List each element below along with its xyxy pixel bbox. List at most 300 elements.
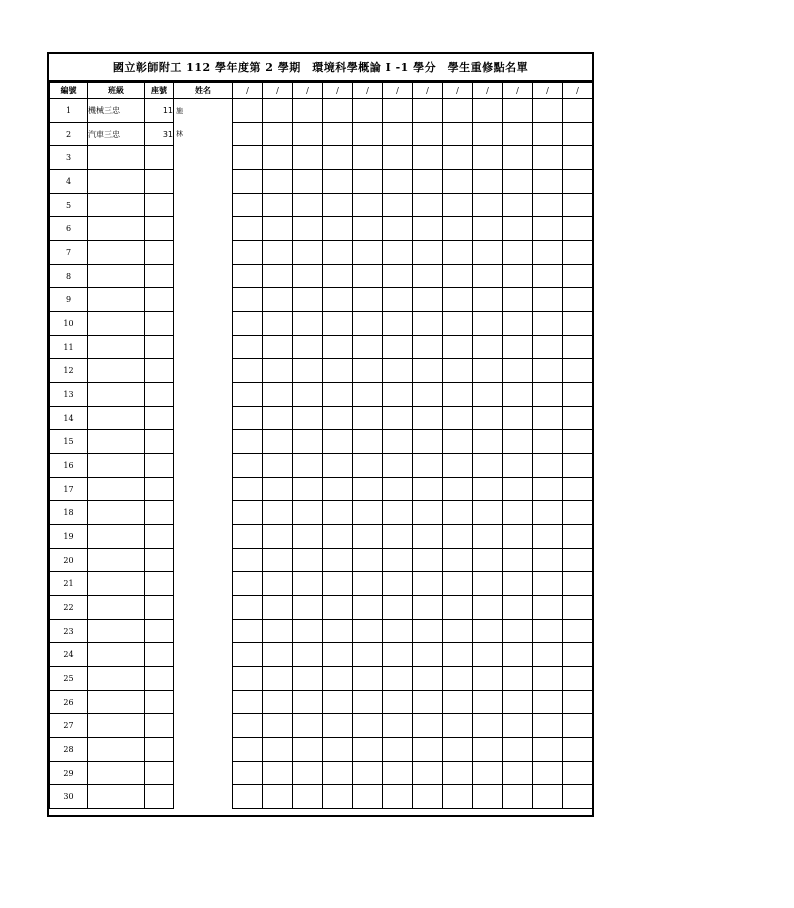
attendance-cell xyxy=(533,430,563,454)
name-cell xyxy=(174,430,233,454)
attendance-cell xyxy=(353,430,383,454)
attendance-cell xyxy=(383,217,413,241)
table-row xyxy=(50,619,593,643)
attendance-cell xyxy=(233,525,263,549)
attendance-cell xyxy=(233,430,263,454)
attendance-cell xyxy=(503,430,533,454)
attendance-cell xyxy=(443,99,473,123)
date-header-cell: / xyxy=(383,83,413,99)
attendance-cell xyxy=(293,525,323,549)
attendance-cell xyxy=(263,572,293,596)
attendance-cell xyxy=(323,122,353,146)
attendance-cell xyxy=(563,477,593,501)
attendance-cell xyxy=(443,454,473,478)
row-number: 29 xyxy=(50,761,88,785)
attendance-cell xyxy=(503,619,533,643)
attendance-cell xyxy=(293,193,323,217)
attendance-cell xyxy=(503,99,533,123)
seat-cell xyxy=(145,264,174,288)
attendance-cell xyxy=(563,264,593,288)
name-cell xyxy=(174,241,233,265)
attendance-cell xyxy=(563,667,593,691)
attendance-cell xyxy=(503,241,533,265)
attendance-cell xyxy=(323,383,353,407)
attendance-cell xyxy=(233,383,263,407)
attendance-cell xyxy=(233,572,263,596)
attendance-cell xyxy=(473,714,503,738)
attendance-cell xyxy=(503,383,533,407)
class-cell xyxy=(88,667,145,691)
table-row xyxy=(50,430,593,454)
attendance-cell xyxy=(443,430,473,454)
attendance-cell xyxy=(353,122,383,146)
attendance-cell xyxy=(563,359,593,383)
attendance-cell xyxy=(293,714,323,738)
seat-cell xyxy=(145,430,174,454)
attendance-cell xyxy=(533,146,563,170)
table-row xyxy=(50,690,593,714)
attendance-cell xyxy=(323,430,353,454)
seat-cell xyxy=(145,241,174,265)
attendance-cell xyxy=(413,596,443,620)
table-row xyxy=(50,501,593,525)
attendance-cell xyxy=(233,264,263,288)
attendance-cell xyxy=(233,170,263,194)
name-cell xyxy=(174,548,233,572)
attendance-cell xyxy=(263,170,293,194)
attendance-cell xyxy=(263,454,293,478)
attendance-cell xyxy=(533,738,563,762)
class-cell: 機械三忠 xyxy=(88,99,145,123)
attendance-cell xyxy=(353,264,383,288)
row-number: 23 xyxy=(50,619,88,643)
attendance-cell xyxy=(323,690,353,714)
attendance-cell xyxy=(473,406,503,430)
name-cell xyxy=(174,785,233,809)
attendance-cell xyxy=(413,690,443,714)
attendance-cell xyxy=(413,785,443,809)
attendance-cell xyxy=(503,406,533,430)
attendance-cell xyxy=(503,714,533,738)
attendance-cell xyxy=(293,335,323,359)
attendance-cell xyxy=(293,596,323,620)
attendance-cell xyxy=(533,477,563,501)
attendance-cell xyxy=(443,714,473,738)
attendance-cell xyxy=(503,217,533,241)
date-header-cell: / xyxy=(293,83,323,99)
attendance-cell xyxy=(383,667,413,691)
attendance-cell xyxy=(383,99,413,123)
row-number: 6 xyxy=(50,217,88,241)
attendance-cell xyxy=(533,667,563,691)
seat-cell xyxy=(145,572,174,596)
table-row xyxy=(50,406,593,430)
attendance-cell xyxy=(473,596,503,620)
attendance-cell xyxy=(293,738,323,762)
attendance-cell xyxy=(533,454,563,478)
attendance-cell xyxy=(233,596,263,620)
name-cell xyxy=(174,714,233,738)
class-cell xyxy=(88,217,145,241)
class-cell xyxy=(88,596,145,620)
attendance-cell xyxy=(413,217,443,241)
attendance-cell xyxy=(413,170,443,194)
class-cell xyxy=(88,477,145,501)
roster-table xyxy=(49,82,593,809)
attendance-cell xyxy=(413,383,443,407)
row-number: 19 xyxy=(50,525,88,549)
attendance-cell xyxy=(563,761,593,785)
row-number: 13 xyxy=(50,383,88,407)
attendance-cell xyxy=(443,383,473,407)
attendance-cell xyxy=(533,170,563,194)
header-seat: 座號 xyxy=(145,83,174,99)
attendance-cell xyxy=(473,359,503,383)
attendance-cell xyxy=(353,146,383,170)
attendance-cell xyxy=(473,241,503,265)
name-cell xyxy=(174,383,233,407)
attendance-cell xyxy=(323,217,353,241)
row-number: 11 xyxy=(50,335,88,359)
attendance-cell xyxy=(533,572,563,596)
attendance-cell xyxy=(263,122,293,146)
attendance-cell xyxy=(323,643,353,667)
attendance-cell xyxy=(323,477,353,501)
attendance-cell xyxy=(503,170,533,194)
table-row xyxy=(50,761,593,785)
student-name: 林 xyxy=(176,130,183,138)
attendance-cell xyxy=(293,690,323,714)
attendance-cell xyxy=(443,596,473,620)
attendance-cell xyxy=(533,690,563,714)
attendance-cell xyxy=(353,217,383,241)
attendance-cell xyxy=(413,99,443,123)
attendance-cell xyxy=(563,288,593,312)
attendance-cell xyxy=(473,667,503,691)
attendance-cell xyxy=(293,312,323,336)
attendance-cell xyxy=(533,761,563,785)
attendance-cell xyxy=(353,454,383,478)
table-row xyxy=(50,383,593,407)
attendance-cell xyxy=(533,406,563,430)
attendance-cell xyxy=(503,454,533,478)
seat-cell xyxy=(145,596,174,620)
date-header-cell: / xyxy=(443,83,473,99)
attendance-cell xyxy=(263,335,293,359)
table-row xyxy=(50,738,593,762)
attendance-cell xyxy=(293,454,323,478)
attendance-cell xyxy=(383,738,413,762)
seat-cell xyxy=(145,761,174,785)
attendance-cell xyxy=(563,241,593,265)
attendance-cell xyxy=(443,335,473,359)
attendance-cell xyxy=(293,122,323,146)
attendance-cell xyxy=(383,501,413,525)
attendance-cell xyxy=(233,406,263,430)
attendance-cell xyxy=(503,122,533,146)
row-number: 20 xyxy=(50,548,88,572)
attendance-cell xyxy=(383,193,413,217)
attendance-cell xyxy=(353,241,383,265)
attendance-cell xyxy=(443,264,473,288)
attendance-cell xyxy=(413,264,443,288)
class-cell: 汽車三忠 xyxy=(88,122,145,146)
name-cell xyxy=(174,122,233,146)
attendance-cell xyxy=(443,785,473,809)
seat-cell xyxy=(145,312,174,336)
name-cell xyxy=(174,477,233,501)
attendance-cell xyxy=(353,548,383,572)
attendance-cell xyxy=(323,454,353,478)
attendance-cell xyxy=(353,619,383,643)
attendance-cell xyxy=(383,785,413,809)
date-header-cell: / xyxy=(413,83,443,99)
attendance-cell xyxy=(533,501,563,525)
attendance-cell xyxy=(383,572,413,596)
attendance-cell xyxy=(263,619,293,643)
attendance-cell xyxy=(233,146,263,170)
attendance-cell xyxy=(413,667,443,691)
class-cell xyxy=(88,170,145,194)
attendance-cell xyxy=(533,525,563,549)
table-row xyxy=(50,122,593,146)
attendance-cell xyxy=(323,312,353,336)
table-row xyxy=(50,99,593,123)
attendance-cell xyxy=(473,335,503,359)
name-cell xyxy=(174,738,233,762)
table-row xyxy=(50,264,593,288)
attendance-cell xyxy=(323,738,353,762)
attendance-cell xyxy=(443,477,473,501)
attendance-cell xyxy=(323,548,353,572)
table-row xyxy=(50,359,593,383)
attendance-cell xyxy=(323,406,353,430)
attendance-cell xyxy=(233,288,263,312)
attendance-cell xyxy=(293,572,323,596)
seat-cell xyxy=(145,548,174,572)
attendance-cell xyxy=(443,217,473,241)
attendance-cell xyxy=(563,619,593,643)
attendance-cell xyxy=(323,596,353,620)
row-number: 1 xyxy=(50,99,88,123)
name-cell xyxy=(174,288,233,312)
attendance-cell xyxy=(473,501,503,525)
attendance-cell xyxy=(293,501,323,525)
attendance-cell xyxy=(323,288,353,312)
attendance-cell xyxy=(473,525,503,549)
seat-cell xyxy=(145,619,174,643)
attendance-cell xyxy=(353,643,383,667)
attendance-cell xyxy=(503,548,533,572)
attendance-cell xyxy=(293,430,323,454)
seat-cell xyxy=(145,525,174,549)
attendance-cell xyxy=(323,785,353,809)
attendance-cell xyxy=(383,690,413,714)
attendance-cell xyxy=(413,619,443,643)
row-number: 14 xyxy=(50,406,88,430)
name-cell xyxy=(174,690,233,714)
class-cell xyxy=(88,785,145,809)
attendance-cell xyxy=(233,690,263,714)
attendance-cell xyxy=(353,312,383,336)
attendance-cell xyxy=(263,193,293,217)
attendance-cell xyxy=(563,643,593,667)
attendance-cell xyxy=(443,761,473,785)
attendance-cell xyxy=(353,738,383,762)
attendance-cell xyxy=(263,99,293,123)
attendance-cell xyxy=(233,217,263,241)
attendance-cell xyxy=(353,99,383,123)
attendance-cell xyxy=(263,383,293,407)
class-cell xyxy=(88,383,145,407)
table-row xyxy=(50,335,593,359)
name-cell xyxy=(174,406,233,430)
attendance-cell xyxy=(503,193,533,217)
attendance-cell xyxy=(263,761,293,785)
attendance-cell xyxy=(413,525,443,549)
attendance-cell xyxy=(323,264,353,288)
seat-cell xyxy=(145,714,174,738)
class-cell xyxy=(88,359,145,383)
attendance-cell xyxy=(563,572,593,596)
row-number: 15 xyxy=(50,430,88,454)
attendance-cell xyxy=(503,596,533,620)
attendance-cell xyxy=(563,690,593,714)
attendance-cell xyxy=(323,761,353,785)
attendance-cell xyxy=(563,596,593,620)
attendance-cell xyxy=(503,643,533,667)
student-name: 施 xyxy=(176,106,183,115)
attendance-cell xyxy=(293,406,323,430)
attendance-cell xyxy=(323,359,353,383)
attendance-cell xyxy=(383,241,413,265)
attendance-cell xyxy=(563,454,593,478)
class-cell xyxy=(88,761,145,785)
attendance-cell xyxy=(473,122,503,146)
name-cell xyxy=(174,572,233,596)
attendance-cell xyxy=(443,406,473,430)
row-number: 16 xyxy=(50,454,88,478)
attendance-cell xyxy=(473,548,503,572)
attendance-cell xyxy=(503,525,533,549)
attendance-cell xyxy=(473,383,503,407)
table-row xyxy=(50,193,593,217)
attendance-cell xyxy=(563,406,593,430)
attendance-cell xyxy=(533,264,563,288)
table-row xyxy=(50,548,593,572)
seat-cell xyxy=(145,690,174,714)
seat-cell xyxy=(145,643,174,667)
attendance-cell xyxy=(563,193,593,217)
attendance-cell xyxy=(323,619,353,643)
attendance-cell xyxy=(233,359,263,383)
attendance-cell xyxy=(233,312,263,336)
table-row xyxy=(50,714,593,738)
attendance-cell xyxy=(503,785,533,809)
attendance-cell xyxy=(413,146,443,170)
attendance-cell xyxy=(473,477,503,501)
header-number: 編號 xyxy=(50,83,88,99)
attendance-cell xyxy=(443,288,473,312)
attendance-cell xyxy=(353,406,383,430)
table-row xyxy=(50,667,593,691)
row-number: 28 xyxy=(50,738,88,762)
attendance-cell xyxy=(293,217,323,241)
attendance-cell xyxy=(263,548,293,572)
attendance-cell xyxy=(383,596,413,620)
attendance-cell xyxy=(443,193,473,217)
attendance-cell xyxy=(443,241,473,265)
class-cell xyxy=(88,288,145,312)
attendance-cell xyxy=(413,430,443,454)
attendance-cell xyxy=(563,170,593,194)
attendance-sheet xyxy=(47,52,594,817)
table-row xyxy=(50,454,593,478)
attendance-cell xyxy=(473,572,503,596)
attendance-cell xyxy=(383,170,413,194)
attendance-cell xyxy=(443,170,473,194)
table-row xyxy=(50,241,593,265)
attendance-cell xyxy=(563,785,593,809)
name-cell xyxy=(174,264,233,288)
row-number: 4 xyxy=(50,170,88,194)
attendance-cell xyxy=(563,714,593,738)
attendance-cell xyxy=(413,193,443,217)
attendance-cell xyxy=(293,99,323,123)
attendance-cell xyxy=(563,525,593,549)
attendance-cell xyxy=(353,690,383,714)
attendance-cell xyxy=(533,241,563,265)
class-cell xyxy=(88,312,145,336)
table-row xyxy=(50,288,593,312)
header-name: 姓名 xyxy=(174,83,233,99)
attendance-cell xyxy=(293,359,323,383)
class-cell xyxy=(88,525,145,549)
name-cell xyxy=(174,99,233,123)
attendance-cell xyxy=(233,99,263,123)
attendance-cell xyxy=(263,264,293,288)
attendance-cell xyxy=(383,477,413,501)
attendance-cell xyxy=(473,288,503,312)
attendance-cell xyxy=(473,264,503,288)
attendance-cell xyxy=(413,335,443,359)
attendance-cell xyxy=(383,643,413,667)
attendance-cell xyxy=(503,667,533,691)
attendance-cell xyxy=(233,761,263,785)
row-number: 21 xyxy=(50,572,88,596)
attendance-cell xyxy=(563,217,593,241)
attendance-cell xyxy=(413,406,443,430)
attendance-cell xyxy=(473,170,503,194)
attendance-cell xyxy=(413,312,443,336)
row-number: 12 xyxy=(50,359,88,383)
attendance-cell xyxy=(443,738,473,762)
roster-body xyxy=(50,99,593,809)
seat-cell xyxy=(145,359,174,383)
table-row xyxy=(50,477,593,501)
attendance-cell xyxy=(443,643,473,667)
attendance-cell xyxy=(503,690,533,714)
attendance-cell xyxy=(473,146,503,170)
attendance-cell xyxy=(233,738,263,762)
date-header-cell: / xyxy=(563,83,593,99)
row-number: 25 xyxy=(50,667,88,691)
attendance-cell xyxy=(263,477,293,501)
attendance-cell xyxy=(473,217,503,241)
name-cell xyxy=(174,193,233,217)
name-cell xyxy=(174,170,233,194)
seat-cell: 11 xyxy=(145,99,174,123)
